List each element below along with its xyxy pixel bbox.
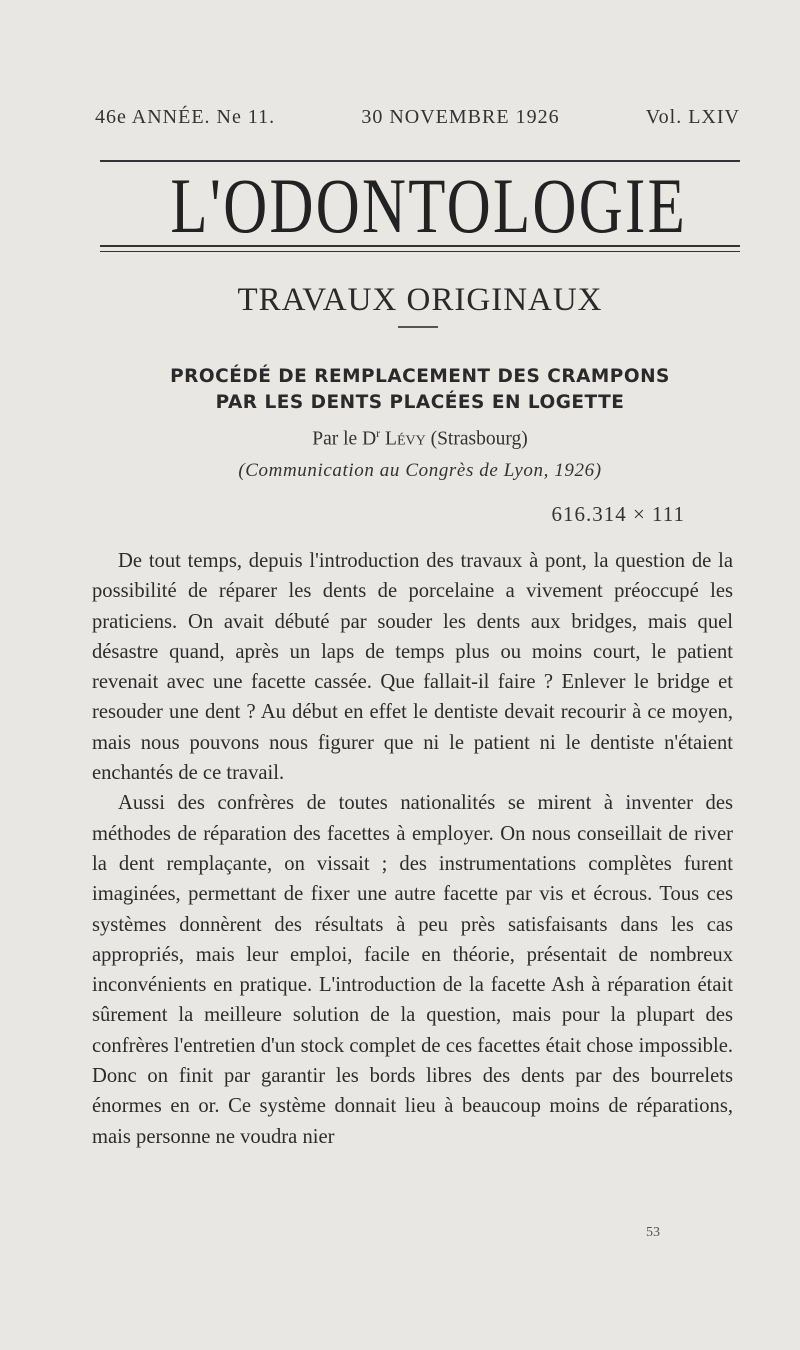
article-title-line-1: PROCÉDÉ DE REMPLACEMENT DES CRAMPONS	[170, 366, 670, 387]
section-title: TRAVAUX ORIGINAUX	[237, 282, 603, 318]
paragraph-2: Aussi des confrères de toutes nationalités se mirent à inventer des méthodes de réparation des facettes à employer. On nous conseillait de river la dent remplaçante, on vissait ; des instrumentations complètes furent imaginées, permettant de fixer une autre facette par vis et écrous. Tous ces systèmes donnèrent des résultats à peu près satisfaisants dans les cas appropriés, mais leur emploi, facile en théorie, présentait de nombreux inconvénients en pratique. L'introduction de la facette Ash à réparation était sûrement la meilleure solution de la question, mais pour la plupart des confrères l'entretien d'un stock complet de ces facettes était chose impossible. Donc on finit par garantir les bords libres des dents par des bourrelets énormes en or. Ce système donnait lieu à beaucoup moins de réparations, mais personne ne voudra nier	[92, 792, 733, 1148]
author-sup: r	[376, 426, 381, 440]
article-title-line-2: PAR LES DENTS PLACÉES EN LOGETTE	[215, 392, 625, 413]
volume-number: Vol. LXIV	[645, 106, 740, 128]
article-title	[90, 364, 750, 416]
author-name: Lévy	[385, 428, 426, 450]
author-place: (Strasbourg)	[430, 428, 528, 450]
classification-code: 616.314 × 111	[551, 502, 685, 526]
paragraph-1: De tout temps, depuis l'introduction des travaux à pont, la question de la possibilité de réparer les dents de porcelaine a vivement préoccupé les praticiens. On avait débuté par souder les dents aux bridges, mais quel désastre quand, après un laps de temps plus ou moins court, le patient revenait avec une facette cassée. Que fallait-il faire ? Enlever le bridge et resouder une dent ? Au début en effet le dentiste devait recourir à ce moyen, mais nous pouvons nous figurer que ni le patient ni le dentiste n'étaient enchantés de ce travail.	[92, 550, 733, 785]
communication-note: (Communication au Congrès de Lyon, 1926)	[238, 460, 602, 481]
article-author	[100, 426, 740, 451]
section-divider	[398, 326, 438, 328]
year-issue: 46e ANNÉE. Ne 11.	[95, 106, 276, 128]
running-header	[95, 106, 740, 129]
article-body	[92, 546, 733, 1152]
masthead-bottom-rule	[100, 245, 740, 252]
issue-date: 30 NOVEMBRE 1926	[361, 106, 560, 128]
author-prefix: Par le D	[312, 428, 377, 450]
page-number: 53	[646, 1225, 660, 1240]
journal-masthead: L'ODONTOLOGIE	[170, 162, 688, 249]
